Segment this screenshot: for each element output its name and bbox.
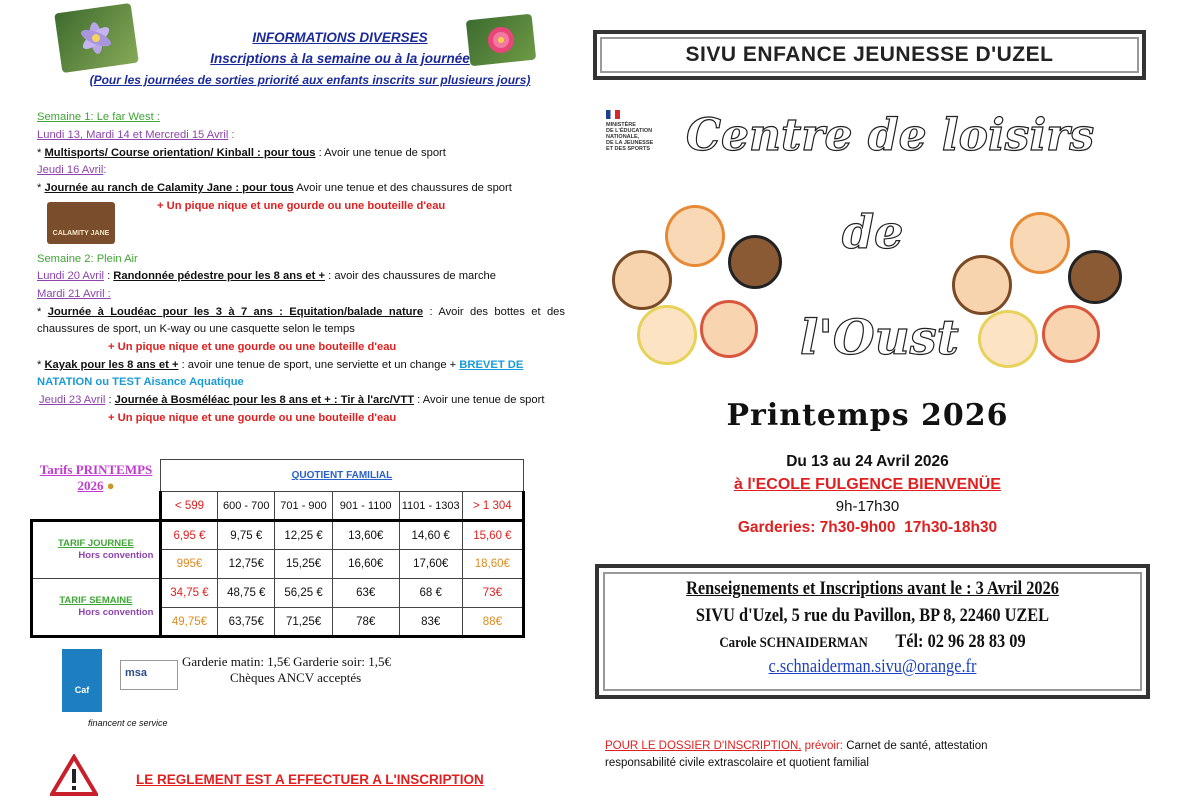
table-cell: 49,75€ [160,608,217,637]
ministry-line: NATIONALE, [606,134,640,140]
headline-de: de [842,205,904,259]
table-cell: 15,25€ [275,550,332,579]
child-face [978,310,1038,368]
address: SIVU d'Uzel, 5 rue du Pavillon, BP 8, 22460 UZEL [695,605,1050,626]
table-cell: 17,60€ [399,550,462,579]
qf-column: < 599 [160,492,217,521]
table-cell: 88€ [462,608,523,637]
flower-icon [54,3,139,73]
qf-column: 901 - 1100 [332,492,399,521]
week1-activity1: * Multisports/ Course orientation/ Kinball : pour tous : Avoir une tenue de sport [37,147,446,159]
tarif-semaine-label: TARIF SEMAINE [59,595,133,606]
info-subtitle: Inscriptions à la semaine ou à la journée [210,51,470,66]
table-cell: 995€ [160,550,217,579]
table-cell: 6,95 € [160,521,217,550]
week2-picnic2: + Un pique nique et une gourde ou une bouteille d'eau [108,412,397,424]
ministry-line: DE LA JEUNESSE [606,140,654,146]
contact-phone: Tél: 02 96 28 83 09 [895,631,1026,652]
week2-day3: Jeudi 23 Avril : Journée à Bosméléac pour les 8 ans et + : Tir à l'arc/VTT : Avoir une tenue de sport [39,394,545,406]
season-title: Printemps 2026 [726,398,1009,433]
week1-activity2: * Journée au ranch de Calamity Jane : pour tous Avoir une tenue et des chaussures de sport [37,182,512,194]
table-cell: 83€ [399,608,462,637]
contact-name: Carole SCHNAIDERMAN [719,635,868,651]
table-cell: 78€ [332,608,399,637]
headline-oust: l'Oust [800,310,959,366]
location: à l'ECOLE FULGENCE BIENVENÜE [734,476,1001,493]
week2-activity2-note: chaussures de sport, un K-way ou une casquette selon le temps [37,323,355,335]
child-face [728,235,782,289]
finance-text: financent ce service [88,718,168,728]
ministry-line: ET DES SPORTS [606,146,651,152]
tarifs-title-line2: 2026 ● [77,478,115,493]
table-cell: 68 € [399,579,462,608]
warning-icon [50,754,98,796]
child-face [612,250,672,310]
dossier-text: Carnet de santé, attestation [846,740,988,752]
caf-logo: Caf [62,649,102,712]
info-box [595,564,1150,699]
week1-title: Semaine 1: Le far West : [37,111,160,123]
marianne-flag-icon [606,110,620,119]
child-face [637,305,697,365]
shell-icon: ● [106,478,115,493]
hors-convention-label: Hors convention [78,607,154,618]
ministry-line: MINISTÈRE [606,122,636,128]
headline-centre: Centre de loisirs [686,110,1095,161]
week2-picnic1: + Un pique nique et une gourde ou une bouteille d'eau [108,341,397,353]
child-face [700,300,758,358]
flower-photo-left [54,3,139,73]
dossier-prevoir: prévoir: [804,740,844,752]
table-cell: 9,75 € [218,521,275,550]
table-cell: 15,60 € [462,521,523,550]
dates: Du 13 au 24 Avril 2026 [786,453,949,470]
table-cell: 34,75 € [160,579,217,608]
garderies: Garderies: 7h30-9h00 17h30-18h30 [737,519,998,536]
info-title: INFORMATIONS DIVERSES [252,30,428,45]
table-cell: 12,75€ [218,550,275,579]
table-cell: 63,75€ [218,608,275,637]
info-note: (Pour les journées de sorties priorité aux enfants inscrits sur plusieurs jours) [89,73,531,87]
ranch-logo: CALAMITY JANE [47,202,115,244]
table-cell: 63€ [332,579,399,608]
qf-column: 701 - 900 [275,492,332,521]
hours: 9h-17h30 [835,498,900,515]
tarifs-table [30,459,525,638]
week1-days1: Lundi 13, Mardi 14 et Mercredi 15 Avril : [37,129,235,141]
child-face [1068,250,1122,304]
email-link[interactable]: c.schnaiderman.sivu@orange.fr [768,656,977,677]
qf-column: > 1 304 [462,492,523,521]
dossier-label: POUR LE DOSSIER D'INSCRIPTION, [605,740,802,752]
table-cell: 18,60€ [462,550,523,579]
dossier-info [605,738,1125,772]
table-cell: 71,25€ [275,608,332,637]
child-face [952,255,1012,315]
table-row [32,521,524,550]
week2-day2: Mardi 21 Avril : [37,288,111,300]
garderie-info [182,654,391,686]
table-cell: 73€ [462,579,523,608]
msa-logo: msa [120,660,178,690]
tarif-journee-label: TARIF JOURNEE [57,538,134,549]
qf-column: 1101 - 1303 [399,492,462,521]
dossier-text: responsabilité civile extrascolaire et quotient familial [605,757,869,769]
contact-line [637,631,1107,653]
cheques-text: Chèques ANCV acceptés [230,670,362,685]
registration-deadline: Renseignements et Inscriptions avant le : 3 Avril 2026 [686,578,1059,599]
table-cell: 13,60€ [332,521,399,550]
week2-activity3: * Kayak pour les 8 ans et + : avoir une tenue de sport, une serviette et un change + BREVET DE [37,359,524,371]
week2-activity2: * Journée à Loudéac pour les 3 à 7 ans : Equitation/balade nature : Avoir des bottes et des [37,306,565,318]
qf-header: QUOTIENT FAMILIAL [160,460,523,492]
table-cell: 48,75 € [218,579,275,608]
table-row [32,579,524,608]
table-cell: 56,25 € [275,579,332,608]
ministry-line: DE L'ÉDUCATION [606,128,653,134]
child-face [1010,212,1070,274]
week2-title: Semaine 2: Plein Air [37,253,138,265]
tarifs-title-line1: Tarifs PRINTEMPS [39,462,153,477]
table-cell: 14,60 € [399,521,462,550]
week2-day1: Lundi 20 Avril : Randonnée pédestre pour les 8 ans et + : avoir des chaussures de marche [37,270,497,282]
child-face [665,205,725,267]
child-face [1042,305,1100,363]
garderie-text: Garderie matin: 1,5€ Garderie soir: 1,5€ [182,654,392,669]
table-cell: 12,25 € [275,521,332,550]
week1-picnic: + Un pique nique et une gourde ou une bouteille d'eau [157,200,446,212]
sivu-banner: SIVU ENFANCE JEUNESSE D'UZEL [593,30,1146,80]
hors-convention-label: Hors convention [78,550,154,561]
warning-text: LE REGLEMENT EST A EFFECTUER A L'INSCRIPTION [136,772,484,787]
week2-natation: NATATION ou TEST Aisance Aquatique [37,376,244,388]
qf-column: 600 - 700 [218,492,275,521]
ministry-logo [606,110,653,152]
week1-days2: Jeudi 16 Avril: [37,164,107,176]
table-cell: 16,60€ [332,550,399,579]
